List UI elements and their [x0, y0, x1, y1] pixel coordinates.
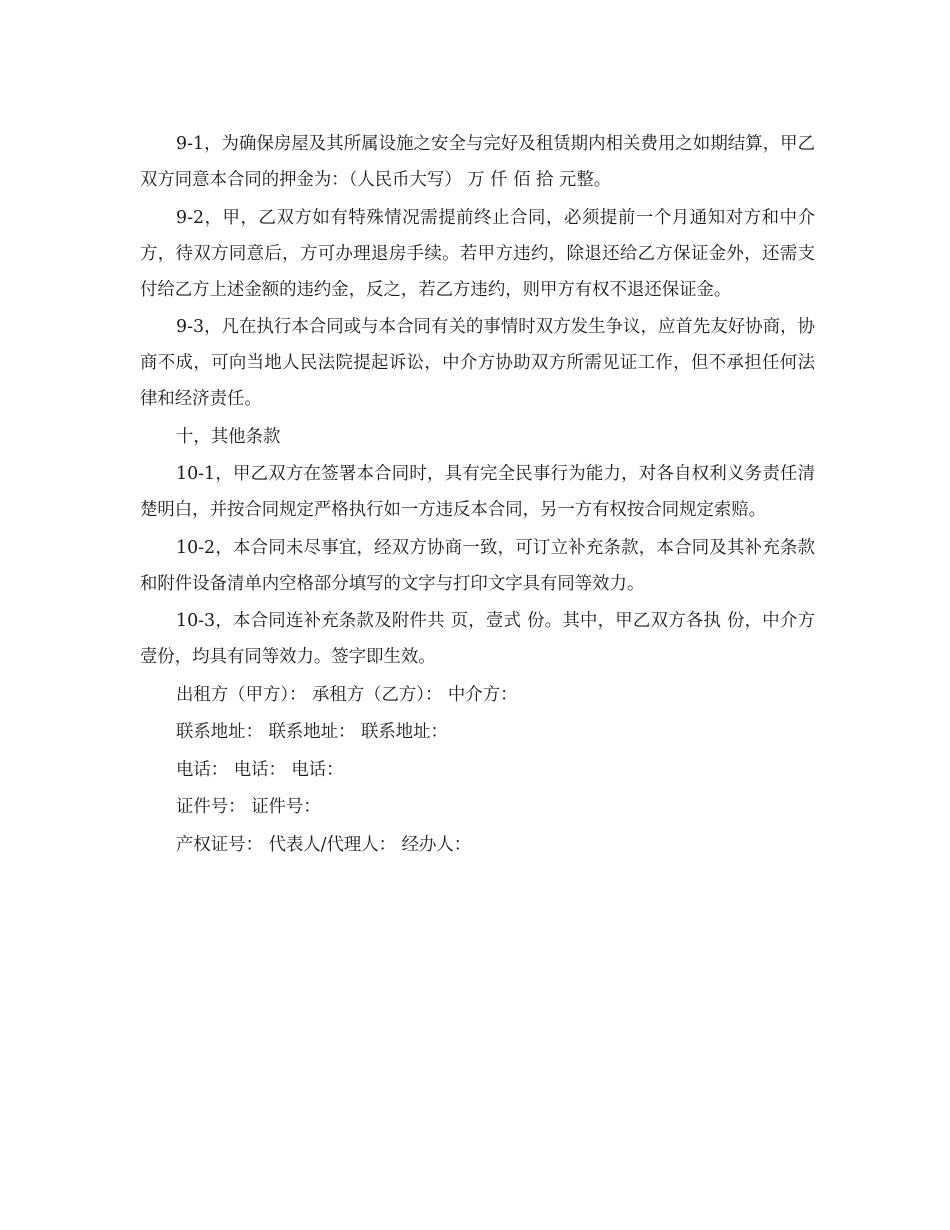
signature-parties-line: 出租方（甲方）： 承租方（乙方）： 中介方： — [176, 684, 518, 705]
clause-10-1: 10-1，甲乙双方在签署本合同时，具有完全民事行为能力，对各自权利义务责任清楚明白，并按合同规定严格执行如一方违反本合同，另一方有权按合同规定索赔。 — [140, 464, 815, 520]
clause-9-2: 9-2，甲，乙双方如有特殊情况需提前终止合同，必须提前一个月通知对方和中介方，待双方同意后，方可办理退房手续。若甲方违约，除退还给乙方保证金外，还需支付给乙方上述金额的违约金，反之，若乙方违约，则甲方有权不退还保证金。 — [140, 207, 815, 300]
clause-10-3: 10-3，本合同连补充条款及附件共 页，壹式 份。其中，甲乙双方各执 份，中介方壹份，均具有同等效力。签字即生效。 — [140, 611, 815, 667]
section-heading-other-terms: 十，其他条款 — [176, 426, 281, 447]
clause-9-3: 9-3，凡在执行本合同或与本合同有关的事情时双方发生争议，应首先友好协商，协商不成，可向当地人民法院提起诉讼，中介方协助双方所需见证工作，但不承担任何法律和经济责任。 — [140, 317, 815, 409]
document-page — [140, 126, 815, 864]
clause-10-2: 10-2，本合同未尽事宜，经双方协商一致，可订立补充条款，本合同及其补充条款和附件设备清单内空格部分填写的文字与打印文字具有同等效力。 — [140, 537, 815, 594]
signature-representative-line: 产权证号： 代表人/代理人： 经办人： — [176, 834, 472, 855]
signature-id-line: 证件号： 证件号： — [176, 797, 321, 817]
signature-address-line: 联系地址： 联系地址： 联系地址： — [176, 722, 448, 742]
signature-phone-line: 电话： 电话： 电话： — [176, 759, 344, 780]
clause-9-1: 9-1，为确保房屋及其所属设施之安全与完好及租赁期内相关费用之如期结算，甲乙双方同意本合同的押金为：（人民币大写） 万 仟 佰 拾 元整。 — [140, 134, 815, 190]
